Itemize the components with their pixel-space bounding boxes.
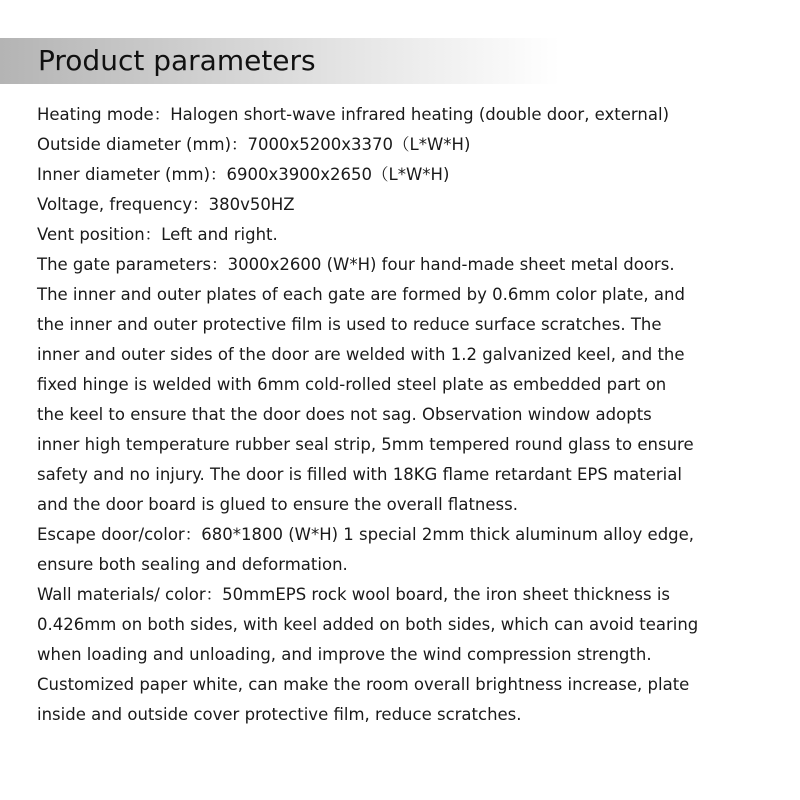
paragraph-line: safety and no injury. The door is filled with 18KG flame retardant EPS material bbox=[37, 465, 682, 484]
param-line-wall-materials: Wall materials/ color：50mmEPS rock wool board, the iron sheet thickness is bbox=[37, 585, 671, 604]
paragraph-line: Customized paper white, can make the room overall brightness increase, plate bbox=[37, 675, 690, 694]
paragraph-line: inside and outside cover protective film, reduce scratches. bbox=[37, 705, 522, 724]
param-line-inner-diameter: Inner diameter (mm)：6900x3900x2650（L*W*H) bbox=[37, 165, 450, 184]
param-line-vent-position: Vent position：Left and right. bbox=[37, 225, 278, 244]
param-line-gate-parameters: The gate parameters：3000x2600 (W*H) four hand-made sheet metal doors. bbox=[37, 255, 675, 274]
paragraph-line: and the door board is glued to ensure the overall flatness. bbox=[37, 495, 518, 514]
paragraph-line: when loading and unloading, and improve the wind compression strength. bbox=[37, 645, 652, 664]
paragraph-line: the keel to ensure that the door does not sag. Observation window adopts bbox=[37, 405, 652, 424]
paragraph-line: ensure both sealing and deformation. bbox=[37, 555, 348, 574]
page-title: Product parameters bbox=[38, 44, 316, 77]
param-line-heating-mode: Heating mode：Halogen short-wave infrared heating (double door, external) bbox=[37, 105, 670, 124]
paragraph-line: 0.426mm on both sides, with keel added on both sides, which can avoid tearing bbox=[37, 615, 699, 634]
parameters-text bbox=[37, 100, 793, 730]
paragraph-line: inner high temperature rubber seal strip, 5mm tempered round glass to ensure bbox=[37, 435, 694, 454]
param-line-escape-door: Escape door/color：680*1800 (W*H) 1 special 2mm thick aluminum alloy edge, bbox=[37, 525, 695, 544]
paragraph-line: the inner and outer protective film is used to reduce surface scratches. The bbox=[37, 315, 662, 334]
param-line-voltage: Voltage, frequency：380v50HZ bbox=[37, 195, 295, 214]
paragraph-line: fixed hinge is welded with 6mm cold-rolled steel plate as embedded part on bbox=[37, 375, 667, 394]
param-line-outside-diameter: Outside diameter (mm)：7000x5200x3370（L*W*H) bbox=[37, 135, 471, 154]
paragraph-line: The inner and outer plates of each gate are formed by 0.6mm color plate, and bbox=[37, 285, 685, 304]
paragraph-line: inner and outer sides of the door are welded with 1.2 galvanized keel, and the bbox=[37, 345, 685, 364]
